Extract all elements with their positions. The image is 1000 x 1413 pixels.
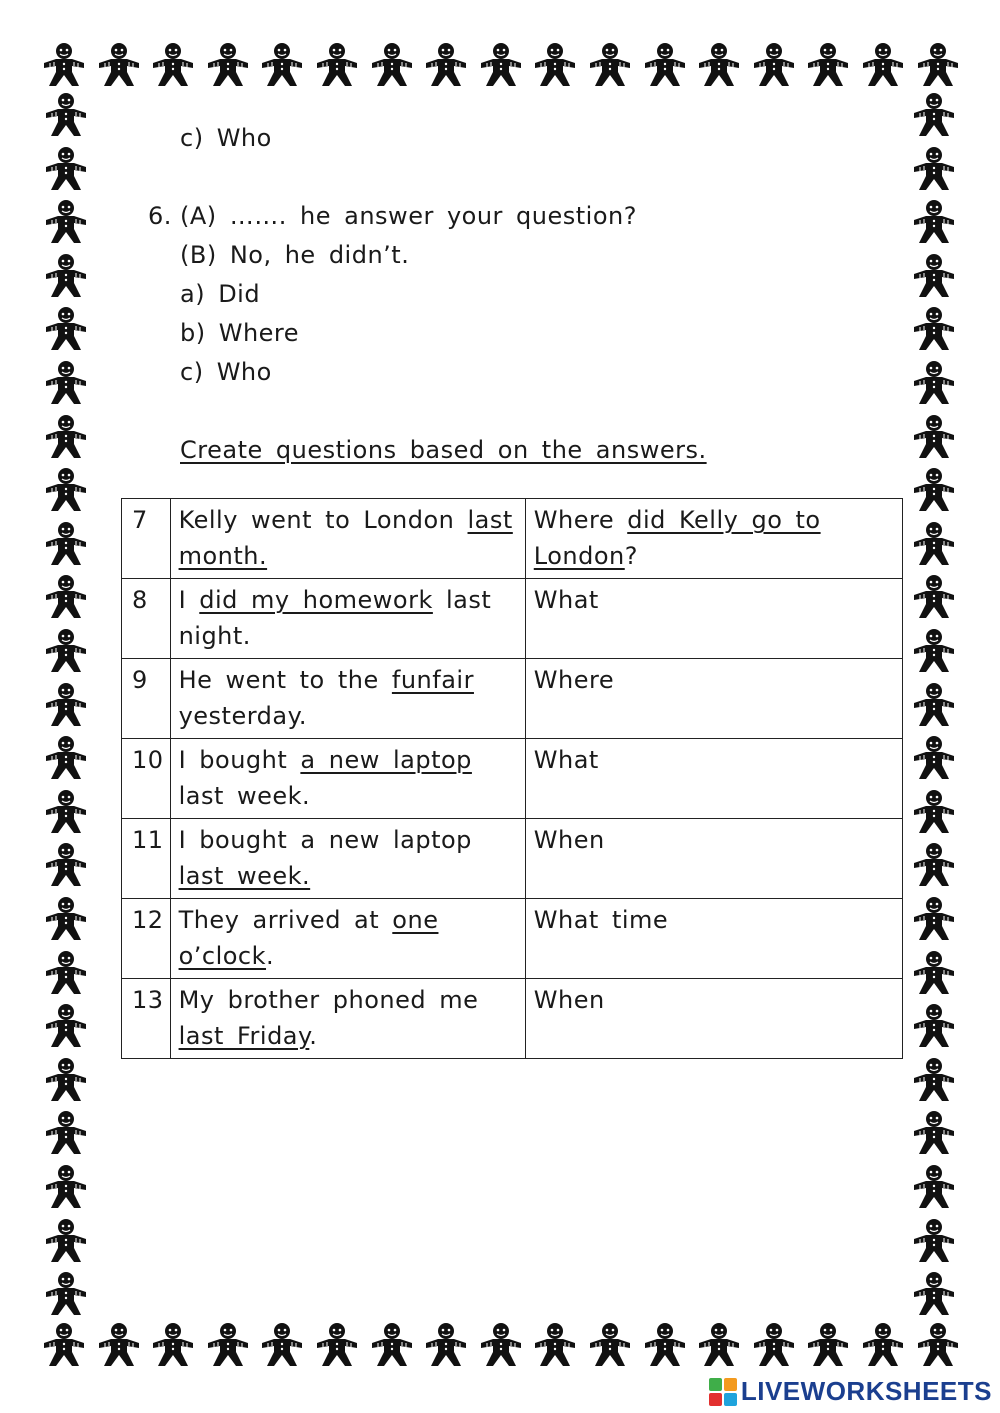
row-number <box>122 819 171 899</box>
gingerbread-man-icon <box>40 412 92 464</box>
gingerbread-man-icon <box>202 40 254 92</box>
logo-text: LIVEWORKSHEETS <box>740 1376 992 1406</box>
question-text-pre: What time <box>533 906 669 934</box>
gingerbread-man-icon <box>40 1162 92 1214</box>
gingerbread-man-icon <box>40 465 92 517</box>
gingerbread-man-icon <box>38 40 90 92</box>
gingerbread-man-icon <box>857 40 909 92</box>
gingerbread-man-icon <box>639 40 691 92</box>
gingerbread-man-icon <box>256 1320 308 1372</box>
q6-option-c[interactable]: c) Who <box>180 358 272 386</box>
gingerbread-man-icon <box>40 1001 92 1053</box>
question-cell[interactable] <box>525 579 902 659</box>
gingerbread-man-icon <box>908 197 960 249</box>
gingerbread-man-icon <box>748 40 800 92</box>
gingerbread-man-icon <box>147 1320 199 1372</box>
row-number-text: 10 <box>132 746 164 774</box>
border-bottom <box>38 1318 962 1374</box>
gingerbread-man-icon <box>366 40 418 92</box>
gingerbread-man-icon <box>40 358 92 410</box>
answer-text-underlined: did my homework <box>199 586 433 614</box>
question-answer-field[interactable] <box>534 582 894 618</box>
gingerbread-man-icon <box>38 1320 90 1372</box>
q6-number: 6. <box>148 202 172 230</box>
row-number-text: 9 <box>132 666 148 694</box>
row-number-text: 11 <box>132 826 164 854</box>
table-row <box>122 819 903 899</box>
gingerbread-man-icon <box>908 465 960 517</box>
gingerbread-man-icon <box>40 90 92 142</box>
gingerbread-man-icon <box>908 733 960 785</box>
gingerbread-man-icon <box>475 1320 527 1372</box>
gingerbread-man-icon <box>908 572 960 624</box>
answer-text-pre: I bought a new laptop <box>178 826 472 854</box>
gingerbread-man-icon <box>40 304 92 356</box>
answer-text-pre: He went to the <box>178 666 392 694</box>
gingerbread-man-icon <box>857 1320 909 1372</box>
gingerbread-man-icon <box>40 197 92 249</box>
gingerbread-man-icon <box>40 144 92 196</box>
border-top <box>38 38 962 94</box>
question-answer-field[interactable] <box>534 902 894 938</box>
row-number <box>122 579 171 659</box>
gingerbread-man-icon <box>908 948 960 1000</box>
gingerbread-man-icon <box>147 40 199 92</box>
q6-option-a[interactable]: a) Did <box>180 280 261 308</box>
gingerbread-man-icon <box>40 840 92 892</box>
answer-cell <box>170 739 525 819</box>
row-number-text: 8 <box>132 586 148 614</box>
gingerbread-man-icon <box>908 1162 960 1214</box>
table-row <box>122 899 903 979</box>
gingerbread-man-icon <box>93 1320 145 1372</box>
question-answer-field[interactable] <box>534 662 894 698</box>
question-answer-field[interactable] <box>534 982 894 1018</box>
row-number <box>122 979 171 1059</box>
gingerbread-man-icon <box>93 40 145 92</box>
gingerbread-man-icon <box>584 1320 636 1372</box>
table-row <box>122 499 903 579</box>
gingerbread-man-icon <box>908 251 960 303</box>
row-number-text: 7 <box>132 506 148 534</box>
table-row <box>122 739 903 819</box>
gingerbread-man-icon <box>908 1001 960 1053</box>
table-row <box>122 579 903 659</box>
question-cell[interactable] <box>525 819 902 899</box>
gingerbread-man-icon <box>40 519 92 571</box>
gingerbread-man-icon <box>802 1320 854 1372</box>
gingerbread-man-icon <box>475 40 527 92</box>
question-answer-field[interactable] <box>534 502 894 574</box>
gingerbread-man-icon <box>40 948 92 1000</box>
row-number <box>122 659 171 739</box>
gingerbread-man-icon <box>908 894 960 946</box>
q6-option-b[interactable]: b) Where <box>180 319 300 347</box>
row-number <box>122 499 171 579</box>
gingerbread-man-icon <box>40 572 92 624</box>
row-number-text: 13 <box>132 986 164 1014</box>
gingerbread-man-icon <box>908 304 960 356</box>
answer-text-post: last night. <box>178 586 492 650</box>
question-answer-field[interactable] <box>534 742 894 778</box>
answer-text-pre: Kelly went to London <box>178 506 468 534</box>
gingerbread-man-icon <box>748 1320 800 1372</box>
gingerbread-man-icon <box>908 144 960 196</box>
answer-cell <box>170 579 525 659</box>
gingerbread-man-icon <box>40 733 92 785</box>
answer-cell <box>170 819 525 899</box>
question-cell[interactable] <box>525 979 902 1059</box>
questions-table <box>121 498 903 1059</box>
answer-text-underlined: last week. <box>178 862 311 890</box>
answer-cell <box>170 979 525 1059</box>
answer-text-underlined: one o’clock <box>178 906 439 970</box>
answer-cell <box>170 499 525 579</box>
gingerbread-man-icon <box>40 626 92 678</box>
question-text-pre: What <box>533 586 599 614</box>
gingerbread-man-icon <box>40 1269 92 1321</box>
question-cell[interactable] <box>525 499 902 579</box>
gingerbread-man-icon <box>40 787 92 839</box>
table-row <box>122 979 903 1059</box>
answer-text-underlined: last month. <box>178 506 513 570</box>
gingerbread-man-icon <box>908 787 960 839</box>
gingerbread-man-icon <box>584 40 636 92</box>
gingerbread-man-icon <box>311 40 363 92</box>
gingerbread-man-icon <box>908 358 960 410</box>
gingerbread-man-icon <box>908 1055 960 1107</box>
table-row <box>122 659 903 739</box>
gingerbread-man-icon <box>693 40 745 92</box>
gingerbread-man-icon <box>256 40 308 92</box>
row-number-text: 12 <box>132 906 164 934</box>
gingerbread-man-icon <box>311 1320 363 1372</box>
logo-mark-icon <box>709 1378 737 1406</box>
answer-text-underlined: a new laptop <box>300 746 472 774</box>
question-cell[interactable] <box>525 739 902 819</box>
question-text-pre: When <box>533 826 605 854</box>
gingerbread-man-icon <box>40 680 92 732</box>
gingerbread-man-icon <box>420 40 472 92</box>
gingerbread-man-icon <box>908 412 960 464</box>
question-cell[interactable] <box>525 659 902 739</box>
gingerbread-man-icon <box>908 1269 960 1321</box>
instruction-heading: Create questions based on the answers. <box>180 436 707 464</box>
answer-text-post: . <box>266 942 275 970</box>
gingerbread-man-icon <box>40 1055 92 1107</box>
border-left <box>38 90 94 1322</box>
border-right <box>906 90 962 1322</box>
answer-text-post: . <box>309 1022 318 1050</box>
gingerbread-man-icon <box>420 1320 472 1372</box>
gingerbread-man-icon <box>366 1320 418 1372</box>
gingerbread-man-icon <box>908 519 960 571</box>
gingerbread-man-icon <box>908 626 960 678</box>
question-text-pre: What <box>533 746 599 774</box>
q6-line-b: (B) No, he didn’t. <box>180 241 410 269</box>
question-text-pre: Where <box>533 666 615 694</box>
answer-text-pre: I bought <box>178 746 301 774</box>
answer-text-underlined: last Friday <box>178 1022 310 1050</box>
gingerbread-man-icon <box>802 40 854 92</box>
gingerbread-man-icon <box>40 1216 92 1268</box>
gingerbread-man-icon <box>908 90 960 142</box>
question-answer-field[interactable] <box>534 822 894 858</box>
answer-text-pre: My brother phoned me <box>178 986 479 1014</box>
gingerbread-man-icon <box>908 840 960 892</box>
q5-option-c: c) Who <box>180 124 272 152</box>
answer-text-post: yesterday. <box>178 702 308 730</box>
gingerbread-man-icon <box>908 1216 960 1268</box>
question-text-pre: When <box>533 986 605 1014</box>
answer-text-underlined: funfair <box>391 666 474 694</box>
row-number <box>122 739 171 819</box>
gingerbread-man-icon <box>908 680 960 732</box>
gingerbread-man-icon <box>529 40 581 92</box>
gingerbread-man-icon <box>202 1320 254 1372</box>
gingerbread-man-icon <box>40 894 92 946</box>
answer-text-pre: They arrived at <box>178 906 393 934</box>
gingerbread-man-icon <box>912 1320 962 1372</box>
row-number <box>122 899 171 979</box>
question-text-post: ? <box>624 542 638 570</box>
gingerbread-man-icon <box>912 40 962 92</box>
gingerbread-man-icon <box>529 1320 581 1372</box>
answer-cell <box>170 659 525 739</box>
question-text-pre: Where <box>533 506 628 534</box>
gingerbread-man-icon <box>908 1108 960 1160</box>
answer-text-post: last week. <box>178 782 311 810</box>
answer-cell <box>170 899 525 979</box>
gingerbread-man-icon <box>40 251 92 303</box>
question-cell[interactable] <box>525 899 902 979</box>
q6-line-a: (A) ……. he answer your question? <box>180 202 637 230</box>
liveworksheets-logo <box>709 1376 992 1407</box>
gingerbread-man-icon <box>40 1108 92 1160</box>
answer-text-pre: I <box>178 586 200 614</box>
gingerbread-man-icon <box>693 1320 745 1372</box>
question-text-underlined: did Kelly go to London <box>533 506 821 570</box>
gingerbread-man-icon <box>639 1320 691 1372</box>
